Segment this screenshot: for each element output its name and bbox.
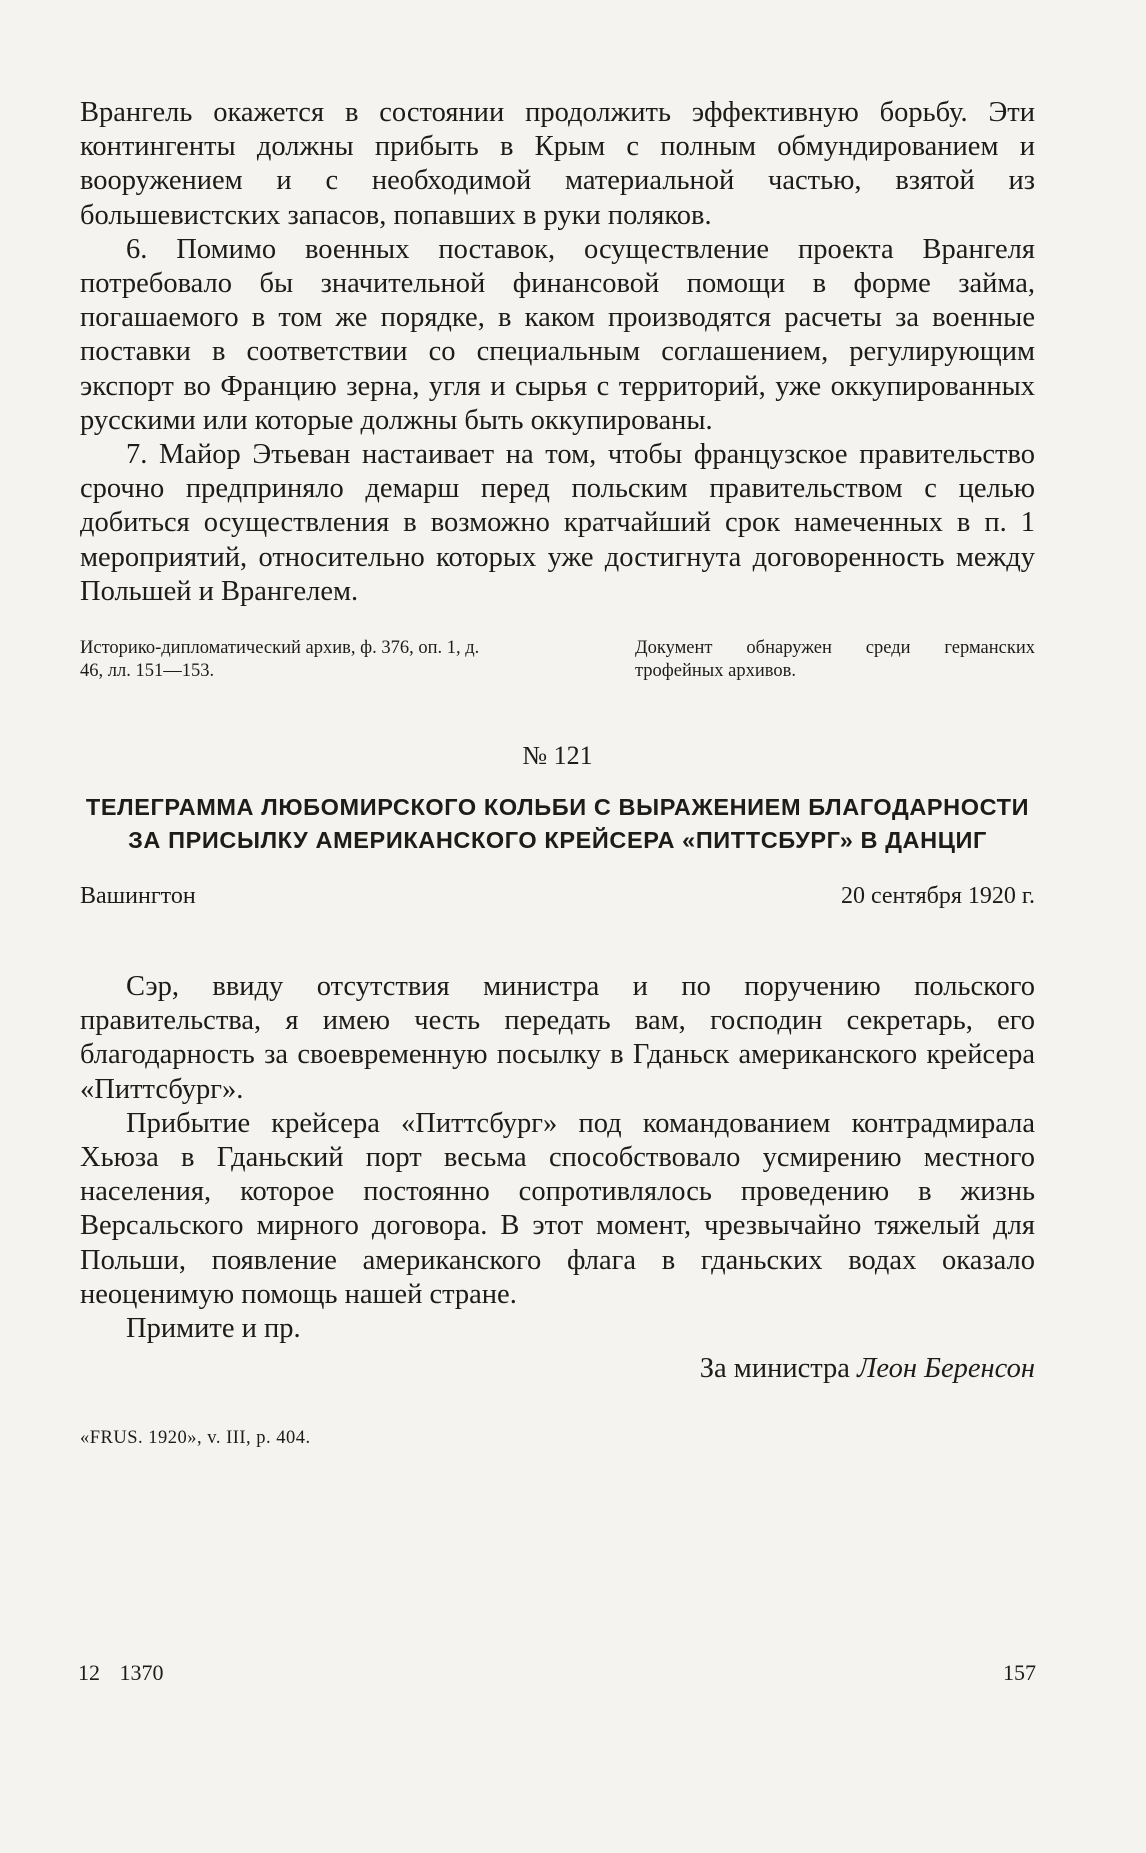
signature-prefix: За министра	[699, 1353, 850, 1385]
discovery-note: Документ обнаружен среди германских трофейных архивов.	[635, 638, 1035, 682]
archive-source: Историко-дипломатический архив, ф. 376, оп. 1, д. 46, лл. 151—153.	[80, 638, 480, 682]
paragraph-continuation: Врангель окажется в состоянии продолжить эффективную борьбу. Эти контингенты должны прибыть в Крым с полным обмундированием и вооружением и с необходимой материальной частью, взятой из большевистских запасов, попавших в руки поляков.	[80, 97, 1035, 231]
document-title: ТЕЛЕГРАММА ЛЮБОМИРСКОГО КОЛЬБИ С ВЫРАЖЕНИЕМ БЛАГОДАРНОСТИ ЗА ПРИСЫЛКУ АМЕРИКАНСКОГО КРЕЙСЕРА «ПИТТСБУРГ» В ДАНЦИГ	[85, 794, 1030, 854]
print-code: 1370	[119, 1660, 164, 1685]
document-page	[80, 96, 1035, 1449]
date: 20 сентября 1920 г.	[840, 883, 1035, 910]
document-number: № 121	[522, 741, 593, 771]
footer-left	[78, 1660, 178, 1686]
signature-name: Леон Беренсон	[857, 1353, 1035, 1385]
signature-mark: 12	[78, 1660, 100, 1685]
paragraph-item-7: 7. Майор Этьеван настаивает на том, чтобы французское правительство срочно предприняло демарш перед польским правительством с целью добиться осуществления в возможно кратчайший срок намеченных в п. 1 мероприятий, относительно которых уже достигнута договоренность между Польшей и Врангелем.	[80, 439, 1035, 607]
letter-body	[80, 970, 1035, 1346]
page-footer	[78, 1660, 1036, 1686]
letter-paragraph: Сэр, ввиду отсутствия министра и по поручению польского правительства, я имею честь передать вам, господин секретарь, его благодарность за своевременную посылку в Гданьск американского крейсера «Питтсбург».	[80, 971, 1035, 1105]
signature-line	[80, 1352, 1035, 1386]
page-number: 157	[1003, 1660, 1036, 1685]
paragraph-item-6: 6. Помимо военных поставок, осуществление проекта Врангеля потребовало бы значительной финансовой помощи в форме займа, погашаемого в том же порядке, в каком производятся расчеты за военные поставки в соответствии со специальным соглашением, регулирующим экспорт во Францию зерна, угля и сырья с территорий, уже оккупированных русскими или которые должны быть оккупированы.	[80, 233, 1035, 436]
citation: «FRUS. 1920», v. III, p. 404.	[80, 1428, 311, 1449]
letter-closing: Примите и пр.	[126, 1313, 301, 1345]
letter-paragraph: Прибытие крейсера «Питтсбург» под командованием контрадмирала Хьюза в Гданьский порт весьма способствовало усмирению местного населения, которое постоянно сопротивлялось проведению в жизнь Версальского мирного договора. В этот момент, чрезвычайно тяжелый для Польши, появление американского флага в гданьских водах оказало неоценимую помощь нашей стране.	[80, 1107, 1035, 1310]
place: Вашингтон	[80, 883, 196, 910]
place-date-line	[80, 883, 1035, 910]
source-notes	[80, 637, 1035, 683]
